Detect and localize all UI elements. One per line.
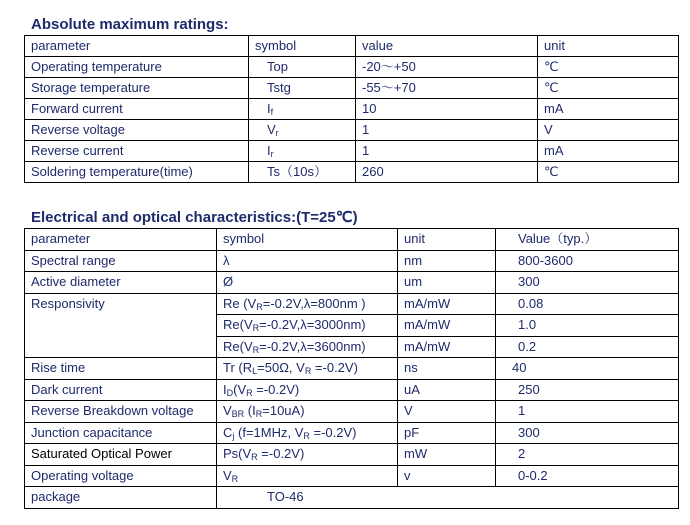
parameter-cell: Reverse voltage [25,120,249,141]
symbol-text: Tr (R [223,360,253,375]
symbol-text: I [223,381,227,397]
parameter-cell: Operating temperature [25,57,249,78]
value-cell: 1 [356,120,538,141]
symbol-main: I [267,101,271,116]
symbol-subscript: r [270,149,274,159]
symbol-cell: Tstg [249,78,356,99]
unit-cell: ns [398,358,496,380]
symbol-text: Ps(V [223,446,252,461]
symbol-text: Re(V [223,338,253,354]
table-row [25,272,679,294]
symbol-cell [217,293,398,315]
unit-cell: V [398,401,496,423]
symbol-main: I [267,143,271,158]
unit-cell: mA/mW [398,336,496,358]
unit-cell: pF [398,422,496,444]
value-cell: 250 [496,379,679,401]
value-cell: 0.08 [496,293,679,315]
symbol-cell: Ts（10s） [249,162,356,183]
table-row [25,465,679,487]
symbol-cell: λ [217,250,398,272]
unit-cell: V [538,120,679,141]
symbol-text: =50Ω, V [257,360,305,375]
table-header-row [25,36,679,57]
header-cell: parameter [25,229,217,251]
table-row [25,250,679,272]
symbol-subscript: BR [231,409,245,419]
unit-cell: mA/mW [398,315,496,337]
table-row [25,358,679,380]
table-row [25,293,679,315]
symbol-text: =-0.2V) [257,446,305,461]
parameter-cell: Junction capacitance [25,422,217,444]
symbol-text: V [223,467,232,483]
symbol-text: C [223,424,233,440]
header-cell: unit [398,229,496,251]
value-cell: 1 [356,141,538,162]
table-header-row [25,229,679,251]
electrical-characteristics-table [24,228,679,509]
value-cell: -20～+50 [356,57,538,78]
table-row [25,162,679,183]
symbol-cell [217,336,398,358]
value-cell: 260 [356,162,538,183]
symbol-subscript: r [275,128,279,138]
absolute-ratings-table [24,35,679,183]
value-cell: 0.2 [496,336,679,358]
value-cell: TO-46 [217,487,679,509]
value-cell: 300 [496,422,679,444]
unit-cell: mA/mW [398,293,496,315]
parameter-cell: Operating voltage [25,465,217,487]
symbol-subscript: R [303,430,310,441]
table-row [25,57,679,78]
symbol-cell [217,315,398,337]
symbol-main: V [267,122,276,137]
symbol-text: Re(V [223,317,253,332]
parameter-cell: Forward current [25,99,249,120]
table-row [25,99,679,120]
value-cell: 1 [496,401,679,423]
table-row [25,78,679,99]
value-cell: 2 [496,444,679,466]
parameter-cell: Active diameter [25,272,217,294]
unit-cell: uA [398,379,496,401]
value-cell: 40 [496,358,679,380]
header-cell: unit [538,36,679,57]
unit-cell: ℃ [538,78,679,99]
header-cell: parameter [25,36,249,57]
unit-cell: v [398,465,496,487]
table-row [25,120,679,141]
symbol-subscript: R [251,452,258,462]
symbol-subscript: R [256,301,263,312]
table-row [25,422,679,444]
parameter-cell: Responsivity [25,293,217,358]
symbol-cell [217,422,398,444]
symbol-cell: Top [249,57,356,78]
unit-cell: nm [398,250,496,272]
symbol-cell [217,444,398,466]
symbol-text: Re (V [223,295,257,311]
header-cell: Value（typ.） [496,229,679,251]
symbol-subscript: R [252,344,260,355]
symbol-cell [217,358,398,380]
value-cell: 300 [496,272,679,294]
symbol-cell [249,120,356,141]
header-cell: value [356,36,538,57]
parameter-cell: Storage temperature [25,78,249,99]
symbol-text: =-0.2V,λ=3600nm) [259,338,366,354]
header-cell: symbol [217,229,398,251]
parameter-cell: Rise time [25,358,217,380]
unit-cell: ℃ [538,162,679,183]
parameter-cell: Spectral range [25,250,217,272]
symbol-text: V [223,403,232,418]
parameter-cell: Dark current [25,379,217,401]
symbol-subscript: L [252,366,258,376]
header-cell: symbol [249,36,356,57]
symbol-text: =-0.2V) [311,360,358,375]
symbol-subscript: R [252,323,260,333]
parameter-cell: Reverse Breakdown voltage [25,401,217,423]
table-row [25,141,679,162]
symbol-text: (I [244,403,256,418]
symbol-subscript: D [226,387,234,398]
parameter-cell: package [25,487,217,509]
symbol-text: =10uA) [262,403,305,418]
unit-cell: mW [398,444,496,466]
symbol-subscript: R [231,473,239,484]
parameter-cell: Soldering temperature(time) [25,162,249,183]
symbol-cell [217,401,398,423]
unit-cell: mA [538,141,679,162]
value-cell: 10 [356,99,538,120]
value-cell: -55～+70 [356,78,538,99]
symbol-text: (V [233,381,247,397]
table-row [25,444,679,466]
unit-cell: ℃ [538,57,679,78]
absolute-ratings-heading: Absolute maximum ratings: [31,16,229,33]
value-cell: 800-3600 [496,250,679,272]
symbol-text: =-0.2V,λ=3000nm) [259,317,366,332]
unit-cell: um [398,272,496,294]
symbol-subscript: f [270,107,274,117]
table-row [25,379,679,401]
symbol-text: =-0.2V,λ=800nm ) [262,295,366,311]
unit-cell: mA [538,99,679,120]
table-row [25,401,679,423]
symbol-text: =-0.2V) [309,424,357,440]
symbol-subscript: R [304,366,312,376]
symbol-cell [249,99,356,120]
table-row [25,487,679,509]
symbol-subscript: R [255,409,263,419]
symbol-subscript: j [232,430,235,441]
value-cell: 0-0.2 [496,465,679,487]
symbol-subscript: R [246,387,253,398]
symbol-text: (f=1MHz, V [234,424,304,440]
symbol-cell [249,141,356,162]
symbol-cell: Ø [217,272,398,294]
symbol-text: =-0.2V) [252,381,300,397]
symbol-cell [217,379,398,401]
value-cell: 1.0 [496,315,679,337]
symbol-cell [217,465,398,487]
electrical-characteristics-heading: Electrical and optical characteristics:(T=25℃) [31,209,358,226]
parameter-cell: Saturated Optical Power [25,444,217,466]
parameter-cell: Reverse current [25,141,249,162]
